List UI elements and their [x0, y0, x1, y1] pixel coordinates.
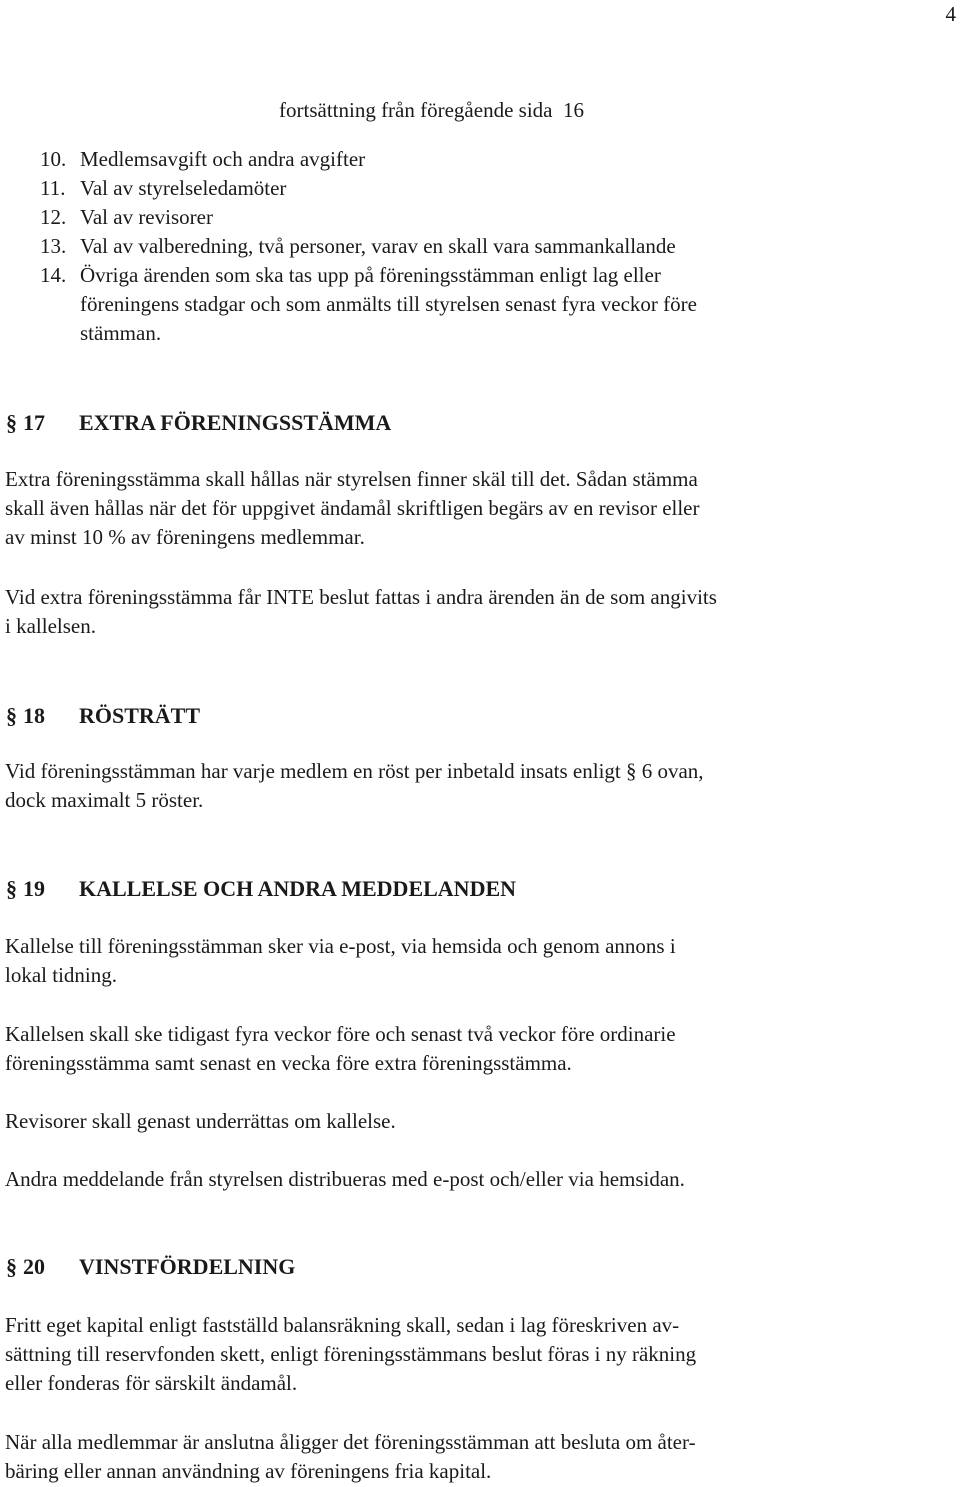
section-title: KALLELSE OCH ANDRA MEDDELANDEN — [79, 876, 517, 901]
section-17-paragraph-2 — [5, 583, 885, 641]
list-item — [40, 203, 920, 232]
section-heading-20 — [6, 1252, 295, 1281]
paragraph-line: Revisorer skall genast underrättas om kallelse. — [5, 1109, 396, 1133]
list-item-text: föreningens stadgar och som anmälts till styrelsen senast fyra veckor före — [80, 292, 697, 316]
paragraph-line: Vid extra föreningsstämma får INTE beslut fattas i andra ärenden än de som angivits — [5, 585, 717, 609]
agenda-list — [40, 145, 920, 348]
list-item-text: stämman. — [80, 321, 162, 345]
section-symbol: § — [6, 876, 17, 901]
list-item-number: 11. — [40, 176, 66, 200]
paragraph-line: dock maximalt 5 röster. — [5, 788, 204, 812]
list-item — [40, 145, 920, 174]
list-item-text: Val av revisorer — [80, 205, 213, 229]
section-19-paragraph-3 — [5, 1107, 885, 1136]
paragraph-line: Kallelsen skall ske tidigast fyra veckor före och senast två veckor före ordinarie — [5, 1022, 676, 1046]
list-item — [40, 232, 920, 261]
paragraph-line: skall även hållas när det för uppgivet ändamål skriftligen begärs av en revisor eller — [5, 496, 700, 520]
paragraph-line: sättning till reservfonden skett, enligt föreningsstämmans beslut föras i ny räkning — [5, 1342, 697, 1366]
section-18-paragraph-1 — [5, 757, 885, 815]
section-20-paragraph-1 — [5, 1311, 885, 1398]
section-17-paragraph-1 — [5, 465, 885, 552]
list-item-number: 12. — [40, 205, 67, 229]
paragraph-line: bäring eller annan användning av föreningens fria kapital. — [5, 1459, 492, 1483]
paragraph-line: eller fonderas för särskilt ändamål. — [5, 1371, 298, 1395]
paragraph-line: i kallelsen. — [5, 614, 96, 638]
list-item-text: Val av valberedning, två personer, varav en skall vara sammankallande — [80, 234, 676, 258]
section-heading-18 — [6, 701, 200, 730]
paragraph-line: När alla medlemmar är anslutna åligger det föreningsstämman att besluta om åter- — [5, 1430, 696, 1454]
section-symbol: § — [6, 1254, 17, 1279]
list-item — [40, 174, 920, 203]
paragraph-line: Extra föreningsstämma skall hållas när styrelsen finner skäl till det. Sådan stämma — [5, 467, 698, 491]
section-title: RÖSTRÄTT — [79, 703, 201, 728]
list-item-text: Övriga ärenden som ska tas upp på föreningsstämman enligt lag eller — [80, 263, 661, 287]
page-number: 4 — [945, 2, 956, 26]
continued-note: fortsättning från föregående sida 16 — [279, 98, 584, 122]
paragraph-line: Vid föreningsstämman har varje medlem en röst per inbetald insats enligt § 6 ovan, — [5, 759, 704, 783]
list-item-text: Val av styrelseledamöter — [80, 176, 287, 200]
paragraph-line: av minst 10 % av föreningens medlemmar. — [5, 525, 365, 549]
section-number: 17 — [23, 410, 45, 435]
section-title: EXTRA FÖRENINGSSTÄMMA — [79, 410, 392, 435]
section-number: 20 — [23, 1254, 45, 1279]
section-heading-19 — [6, 874, 516, 903]
section-symbol: § — [6, 703, 17, 728]
section-symbol: § — [6, 410, 17, 435]
list-item — [40, 261, 920, 348]
section-title: VINSTFÖRDELNING — [79, 1254, 296, 1279]
section-19-paragraph-2 — [5, 1020, 885, 1078]
paragraph-line: Kallelse till föreningsstämman sker via e-post, via hemsida och genom annons i — [5, 934, 676, 958]
list-item-number: 10. — [40, 147, 67, 171]
paragraph-line: Fritt eget kapital enligt fastställd balansräkning skall, sedan i lag föreskriven av- — [5, 1313, 680, 1337]
section-20-paragraph-2 — [5, 1428, 885, 1486]
section-number: 18 — [23, 703, 45, 728]
section-19-paragraph-4 — [5, 1165, 885, 1194]
list-item-text: Medlemsavgift och andra avgifter — [80, 147, 366, 171]
section-19-paragraph-1 — [5, 932, 885, 990]
section-number: 19 — [23, 876, 45, 901]
paragraph-line: Andra meddelande från styrelsen distribueras med e-post och/eller via hemsidan. — [5, 1167, 685, 1191]
paragraph-line: lokal tidning. — [5, 963, 117, 987]
list-item-number: 13. — [40, 234, 67, 258]
section-heading-17 — [6, 408, 391, 437]
list-item-number: 14. — [40, 263, 67, 287]
paragraph-line: föreningsstämma samt senast en vecka före extra föreningsstämma. — [5, 1051, 572, 1075]
